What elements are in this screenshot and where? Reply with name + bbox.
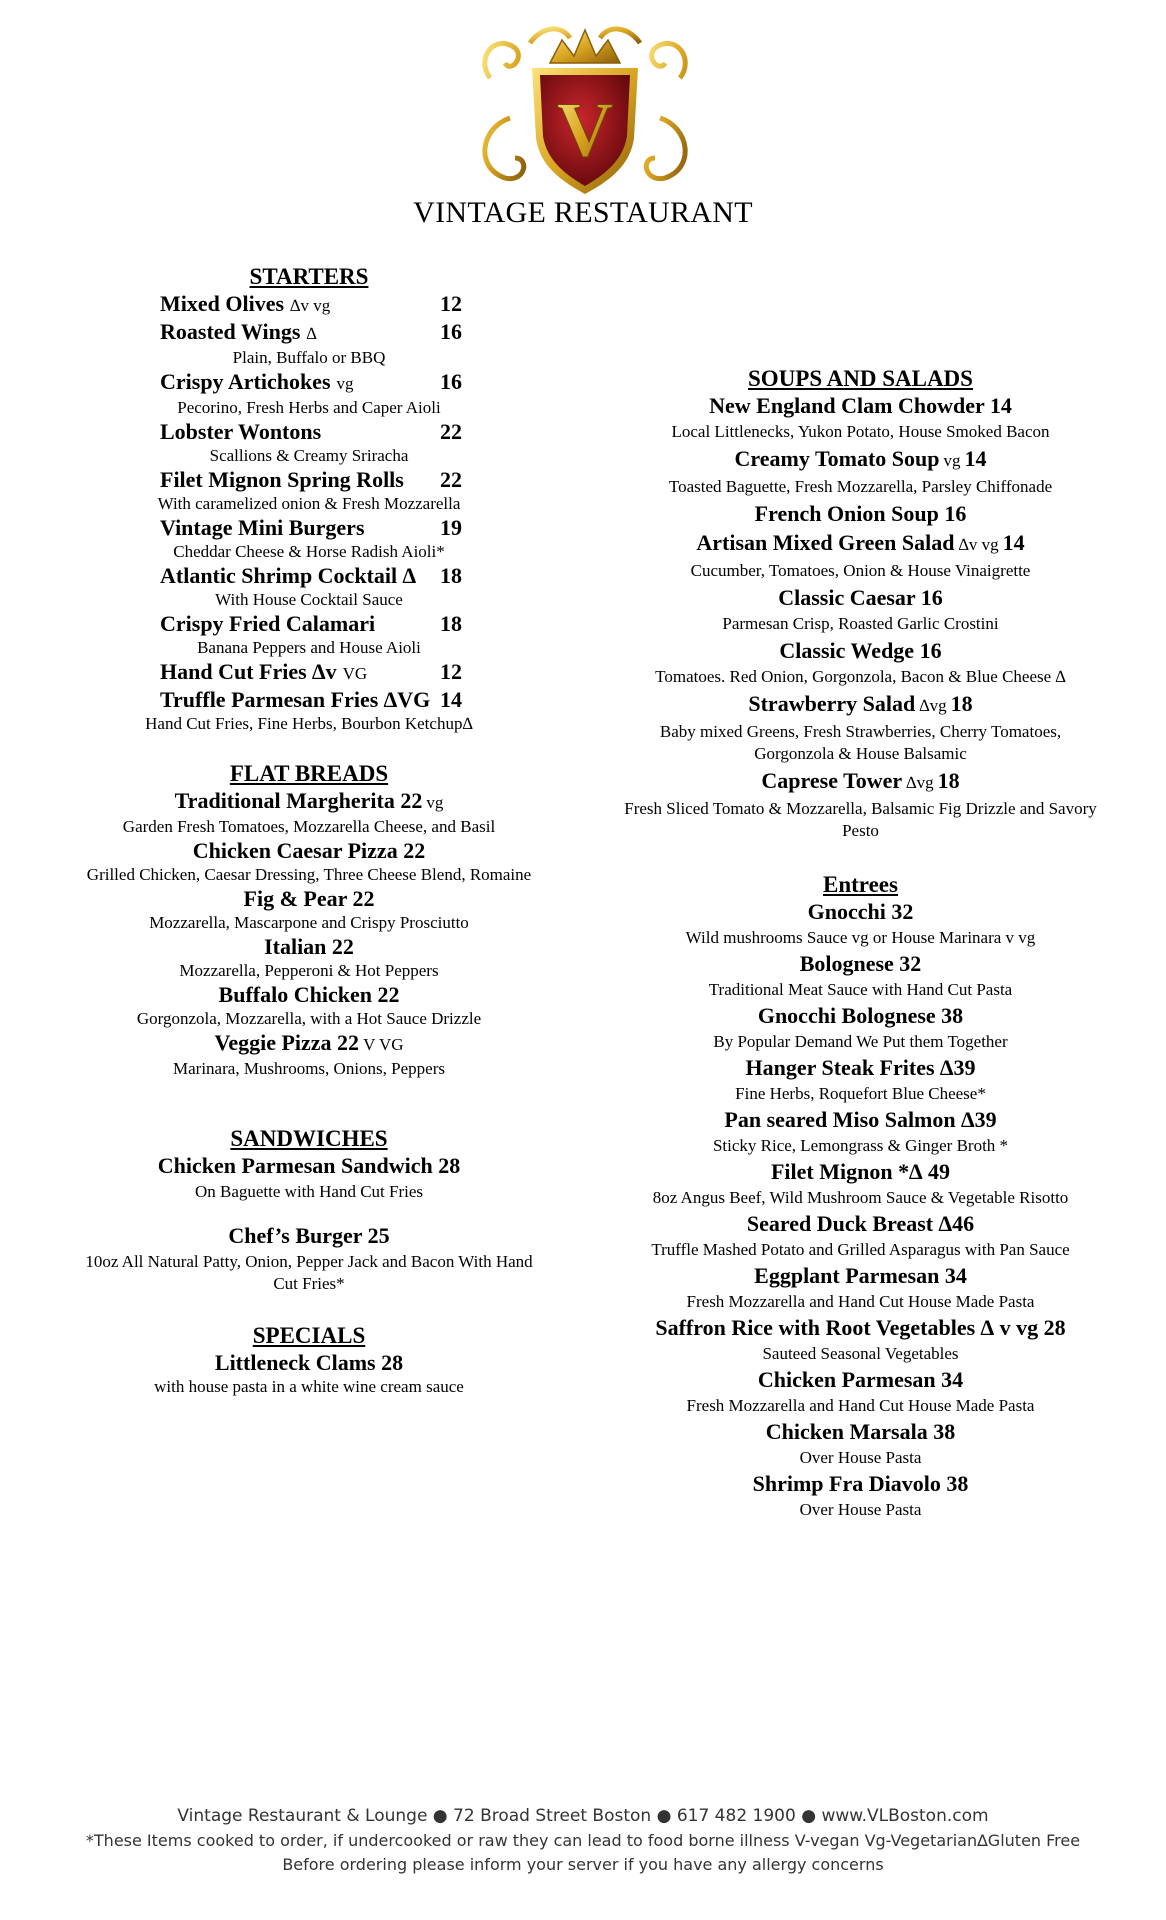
menu-item-description: On Baguette with Hand Cut Fries	[194, 1182, 424, 1201]
menu-item-name	[78, 788, 540, 816]
section-title-sandwiches: SANDWICHES	[230, 1126, 388, 1151]
menu-item-description: 8oz Angus Beef, Wild Mushroom Sauce & Vegetable Risotto	[652, 1188, 1069, 1207]
soups-salads-list	[618, 393, 1103, 842]
menu-item-title: Littleneck Clams 28	[214, 1350, 404, 1375]
menu-item-row	[78, 515, 540, 541]
menu-item-description: Scallions & Creamy Sriracha	[209, 446, 409, 465]
menu-item-row	[78, 467, 540, 493]
menu-item-description: Mozzarella, Pepperoni & Hot Peppers	[179, 961, 439, 980]
menu-item-row	[78, 563, 540, 589]
section-title-specials: SPECIALS	[252, 1323, 366, 1348]
menu-item-name	[618, 1367, 1103, 1393]
menu-item-title: Fig & Pear 22	[243, 886, 375, 911]
menu-item-name: Filet Mignon Spring Rolls	[160, 467, 404, 492]
menu-item-title: Shrimp Fra Diavolo 38	[752, 1471, 969, 1496]
menu-item-description: Fresh Sliced Tomato & Mozzarella, Balsamic Fig Drizzle and Savory Pesto	[624, 799, 1097, 840]
section-title-flat-breads: FLAT BREADS	[229, 761, 389, 786]
menu-item-price: 18	[440, 611, 462, 636]
footer	[0, 1804, 1166, 1877]
dietary-mark: vg	[943, 451, 961, 470]
menu-item-title: Bolognese 32	[799, 951, 922, 976]
menu-item-name: Truffle Parmesan Fries ∆VG	[160, 687, 431, 712]
starters-list	[78, 291, 540, 735]
menu-item-name	[618, 501, 1103, 527]
menu-item-description: With House Cocktail Sauce	[215, 590, 403, 609]
menu-item-name	[78, 1350, 540, 1376]
menu-item-name: Mixed Olives	[160, 291, 285, 316]
menu-item-description: Sticky Rice, Lemongrass & Ginger Broth *	[712, 1136, 1009, 1155]
menu-item-name: Roasted Wings	[160, 319, 301, 344]
menu-item-title: Chicken Parmesan Sandwich 28	[157, 1153, 461, 1178]
menu-item-description: Hand Cut Fries, Fine Herbs, Bourbon Ketchup∆	[145, 714, 473, 733]
menu-item-name: Vintage Mini Burgers	[160, 515, 365, 540]
menu-item-price: 18	[950, 691, 973, 716]
menu-item-description: Truffle Mashed Potato and Grilled Asparagus with Pan Sauce	[651, 1240, 1070, 1259]
menu-item-row	[78, 291, 540, 319]
menu-item-price: 12	[440, 291, 462, 316]
dietary-mark: ∆vg	[906, 773, 934, 792]
restaurant-logo-crest	[470, 18, 700, 196]
menu-item-price: 14	[964, 446, 987, 471]
menu-item-title: Filet Mignon *∆ 49	[770, 1159, 951, 1184]
menu-item-description: Toasted Baguette, Fresh Mozzarella, Parsley Chiffonade	[668, 477, 1053, 496]
menu-item-name	[618, 899, 1103, 925]
menu-item-title: Chicken Marsala 38	[765, 1419, 956, 1444]
menu-item-name	[618, 768, 1103, 796]
menu-item-description: Over House Pasta	[799, 1448, 922, 1467]
dietary-mark: V VG	[363, 1035, 404, 1054]
menu-item-row	[78, 659, 540, 687]
menu-item-name	[78, 1223, 540, 1249]
menu-item-description: Baby mixed Greens, Fresh Strawberries, Cherry Tomatoes, Gorgonzola & House Balsamic	[659, 722, 1062, 763]
menu-item-price: 18	[440, 563, 462, 588]
menu-item-name	[618, 446, 1103, 474]
menu-item-description: Banana Peppers and House Aioli	[197, 638, 421, 657]
menu-item-description: with house pasta in a white wine cream sauce	[154, 1377, 464, 1396]
menu-item-description: Grilled Chicken, Caesar Dressing, Three Cheese Blend, Romaine	[86, 865, 532, 884]
menu-item-name	[78, 886, 540, 912]
dietary-mark: vg	[336, 374, 354, 393]
section-title-starters: STARTERS	[249, 264, 369, 289]
menu-item-title: Chicken Caesar Pizza 22	[192, 838, 426, 863]
footer-allergy-note: Before ordering please inform your server if you have any allergy concerns	[282, 1855, 884, 1874]
menu-item-name	[618, 1471, 1103, 1497]
menu-item-title: Artisan Mixed Green Salad	[696, 530, 955, 555]
menu-item-row	[78, 687, 540, 713]
dietary-mark: ∆v vg	[290, 296, 331, 315]
menu-item-row	[78, 419, 540, 445]
menu-item-name	[618, 691, 1103, 719]
menu-item-name	[618, 393, 1103, 419]
footer-disclaimer: *These Items cooked to order, if undercooked or raw they can lead to food borne illness V-vegan Vg-Vegetarian∆Gluten Free	[85, 1831, 1081, 1850]
menu-item-description: Marinara, Mushrooms, Onions, Peppers	[173, 1059, 445, 1078]
restaurant-name: VINTAGE RESTAURANT	[413, 196, 753, 229]
menu-item-description: Fresh Mozzarella and Hand Cut House Made Pasta	[686, 1292, 1035, 1311]
menu-item-name	[78, 1153, 540, 1179]
menu-item-description: By Popular Demand We Put them Together	[713, 1032, 1008, 1051]
menu-item-description: Cheddar Cheese & Horse Radish Aioli*	[173, 542, 445, 561]
menu-item-title: Hanger Steak Frites ∆39	[745, 1055, 976, 1080]
dietary-mark: VG	[342, 664, 368, 683]
menu-item-name: Hand Cut Fries ∆v	[160, 659, 337, 684]
menu-item-description: Local Littlenecks, Yukon Potato, House Smoked Bacon	[671, 422, 1050, 441]
menu-item-name	[78, 934, 540, 960]
menu-item-name	[618, 530, 1103, 558]
menu-item-row	[78, 369, 540, 397]
footer-contact-line: Vintage Restaurant & Lounge ● 72 Broad Street Boston ● 617 482 1900 ● www.VLBoston.com	[177, 1806, 989, 1826]
menu-item-price: 22	[440, 467, 462, 492]
menu-item-name	[618, 1263, 1103, 1289]
menu-item-row	[78, 611, 540, 637]
menu-item-price: 22	[440, 419, 462, 444]
menu-item-description: Gorgonzola, Mozzarella, with a Hot Sauce Drizzle	[136, 1009, 482, 1028]
menu-item-description: Sauteed Seasonal Vegetables	[762, 1344, 959, 1363]
menu-item-name	[618, 1211, 1103, 1237]
menu-item-name: Crispy Artichokes	[160, 369, 331, 394]
menu-item-name	[78, 982, 540, 1008]
menu-item-name	[618, 1315, 1103, 1341]
dietary-mark: vg	[426, 793, 444, 812]
menu-item-description: Tomatoes. Red Onion, Gorgonzola, Bacon & Blue Cheese ∆	[655, 667, 1066, 686]
right-column	[618, 364, 1103, 1521]
dietary-mark: ∆vg	[919, 696, 947, 715]
menu-item-title: Classic Caesar 16	[778, 585, 943, 610]
menu-item-price: 14	[1002, 530, 1025, 555]
menu-item-name: Crispy Fried Calamari	[160, 611, 376, 636]
menu-item-title: French Onion Soup 16	[754, 501, 967, 526]
menu-item-description: 10oz All Natural Patty, Onion, Pepper Jack and Bacon With Hand Cut Fries*	[85, 1252, 533, 1293]
menu-item-title: New England Clam Chowder 14	[709, 393, 1012, 418]
menu-item-name: Atlantic Shrimp Cocktail ∆	[160, 563, 417, 588]
sandwiches-list	[78, 1153, 540, 1295]
menu-item-title: Classic Wedge 16	[779, 638, 942, 663]
menu-item-price: 18	[937, 768, 960, 793]
menu-item-title: Traditional Margherita 22	[174, 788, 423, 813]
menu-item-name	[618, 1055, 1103, 1081]
menu-item-title: Caprese Tower	[761, 768, 903, 793]
menu-item-price: 19	[440, 515, 462, 540]
menu-item-title: Gnocchi Bolognese 38	[757, 1003, 964, 1028]
left-column	[78, 262, 540, 1398]
entrees-list	[618, 899, 1103, 1521]
menu-item-title: Chicken Parmesan 34	[757, 1367, 964, 1392]
menu-item-title: Eggplant Parmesan 34	[754, 1263, 967, 1288]
menu-item-description: Parmesan Crisp, Roasted Garlic Crostini	[722, 614, 999, 633]
menu-item-title: Buffalo Chicken 22	[218, 982, 400, 1007]
menu-item-description: Wild mushrooms Sauce vg or House Marinara v vg	[685, 928, 1036, 947]
menu-item-description: Mozzarella, Mascarpone and Crispy Prosciutto	[149, 913, 469, 932]
flat-breads-list	[78, 788, 540, 1080]
menu-item-title: Saffron Rice with Root Vegetables ∆ v vg 28	[655, 1315, 1066, 1340]
menu-item-title: Chef’s Burger 25	[228, 1223, 390, 1248]
menu-item-title: Strawberry Salad	[748, 691, 916, 716]
menu-item-description: Fresh Mozzarella and Hand Cut House Made Pasta	[686, 1396, 1035, 1415]
menu-item-price: 16	[440, 319, 462, 344]
menu-item-title: Pan seared Miso Salmon ∆39	[724, 1107, 997, 1132]
menu-item-price: 12	[440, 659, 462, 684]
menu-item-name	[618, 1159, 1103, 1185]
menu-item-name	[78, 838, 540, 864]
menu-item-row	[78, 319, 540, 347]
menu-item-title: Gnocchi 32	[807, 899, 914, 924]
menu-item-description: Garden Fresh Tomatoes, Mozzarella Cheese, and Basil	[122, 817, 496, 836]
dietary-mark: ∆v vg	[958, 535, 999, 554]
menu-item-name	[618, 1003, 1103, 1029]
menu-item-name	[618, 585, 1103, 611]
menu-item-title: Italian 22	[264, 934, 354, 959]
menu-item-name: Lobster Wontons	[160, 419, 322, 444]
menu-item-title: Seared Duck Breast ∆46	[746, 1211, 975, 1236]
menu-item-description: Pecorino, Fresh Herbs and Caper Aioli	[177, 398, 441, 417]
menu-item-description: Plain, Buffalo or BBQ	[232, 348, 386, 367]
menu-item-title: Creamy Tomato Soup	[734, 446, 940, 471]
menu-item-name	[618, 638, 1103, 664]
menu-item-price: 14	[440, 687, 462, 712]
menu-item-description: Traditional Meat Sauce with Hand Cut Pasta	[708, 980, 1013, 999]
menu-item-description: Over House Pasta	[799, 1500, 922, 1519]
menu-item-title: Veggie Pizza 22	[214, 1030, 360, 1055]
specials-list	[78, 1350, 540, 1398]
menu-item-description: With caramelized onion & Fresh Mozzarella	[157, 494, 461, 513]
menu-item-description: Fine Herbs, Roquefort Blue Cheese*	[735, 1084, 986, 1103]
menu-item-description: Cucumber, Tomatoes, Onion & House Vinaigrette	[690, 561, 1031, 580]
menu-item-name	[78, 1030, 540, 1058]
dietary-mark: ∆	[306, 324, 317, 343]
section-title-entrees: Entrees	[823, 872, 898, 897]
logo-letter: V	[556, 86, 614, 173]
menu-item-price: 16	[440, 369, 462, 394]
menu-item-name	[618, 951, 1103, 977]
section-title-soups-salads: SOUPS AND SALADS	[748, 366, 973, 391]
menu-item-name	[618, 1419, 1103, 1445]
menu-item-name	[618, 1107, 1103, 1133]
